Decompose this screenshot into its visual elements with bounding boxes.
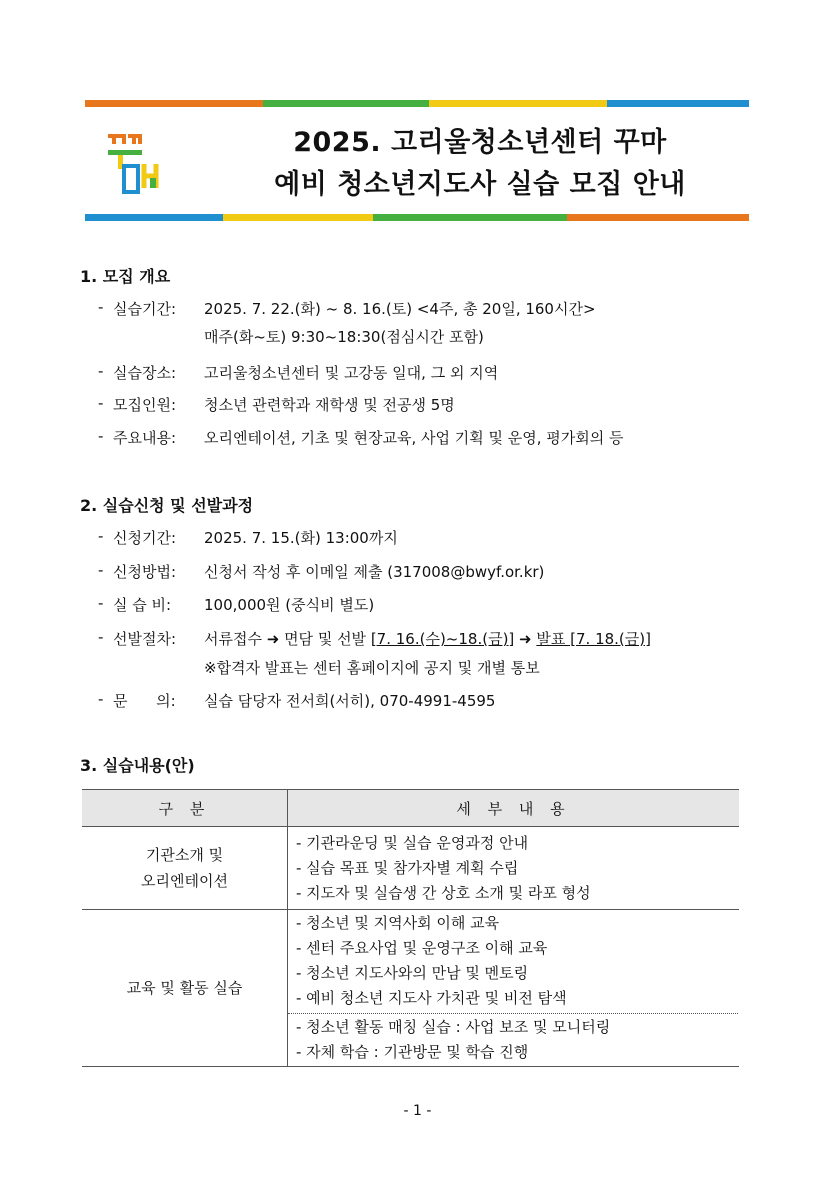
page-number: - 1 - [403,1103,432,1119]
kkuma-logo [104,128,164,196]
s2-label-method: 신청방법: [113,563,177,581]
table-header-category: 구 분 [82,790,288,827]
header-color-bar-bottom [85,214,749,221]
table-cell-category: 교육 및 활동 실습 [82,910,288,1067]
list-item: - 자체 학습 : 기관방문 및 학습 진행 [296,1043,529,1061]
table-header-row [82,790,739,827]
table-header-details: 세 부 내 용 [288,790,740,827]
s2-value-period: 2025. 7. 15.(화) 13:00까지 [204,529,398,547]
selection-step-a: 서류접수 ➜ 면담 및 선발 [204,630,371,648]
s2-value-method: 신청서 작성 후 이메일 제출 (317008@bwyf.or.kr) [204,563,545,581]
list-item: - 지도자 및 실습생 간 상호 소개 및 라포 형성 [296,883,591,902]
s1-value-period-2: 매주(화~토) 9:30~18:30(점심시간 포함) [204,328,484,346]
table-row [82,827,739,910]
s1-value-count: 청소년 관련학과 재학생 및 전공생 5명 [204,396,455,414]
list-item: - 센터 주요사업 및 운영구조 이해 교육 [296,939,548,957]
s2-label-selection: 선발절차: [113,630,177,648]
table-cell-details [288,910,740,1067]
list-item: - 청소년 및 지역사회 이해 교육 [296,914,500,932]
selection-announce-date: 발표 [7. 18.(금)] [536,630,651,648]
selection-interview-date: [7. 16.(수)~18.(금)] [370,630,515,648]
list-item: - 실습 목표 및 참가자별 계획 수립 [296,858,519,877]
header-color-bar-top [85,100,749,107]
list-item: - 청소년 지도사와의 만남 및 멘토링 [296,964,529,982]
list-item: - 예비 청소년 지도사 가치관 및 비전 탐색 [296,989,567,1007]
page-title-line1: 2025. 고리울청소년센터 꾸마 [293,127,667,158]
s1-label-count: 모집인원: [113,396,177,414]
s1-label-content: 주요내용: [113,429,177,447]
selection-arrow: ➜ [514,630,537,648]
practice-content-table [82,789,739,1067]
section3-heading: 3. 실습내용(안) [80,756,195,775]
s2-label-fee: 실 습 비: [113,596,172,614]
list-item: - 기관라운딩 및 실습 운영과정 안내 [296,833,529,852]
table-cell-details [288,827,740,910]
s2-label-contact: 문 의: [113,692,176,710]
s2-label-period: 신청기간: [113,529,177,547]
s2-value-fee: 100,000원 (중식비 별도) [204,596,375,614]
table-row [82,910,739,1067]
section1-heading: 1. 모집 개요 [80,267,171,286]
s2-selection-note: ※합격자 발표는 센터 홈페이지에 공지 및 개별 통보 [204,659,540,677]
page-title-line2: 예비 청소년지도사 실습 모집 안내 [274,169,686,200]
s1-value-place: 고리울청소년센터 및 고강동 일대, 그 외 지역 [204,364,499,382]
s1-value-content: 오리엔테이션, 기초 및 현장교육, 사업 기획 및 운영, 평가회의 등 [204,429,624,447]
s1-value-period: 2025. 7. 22.(화) ~ 8. 16.(토) <4주, 총 20일, 160시간> [204,300,596,318]
section2-heading: 2. 실습신청 및 선발과정 [80,496,254,515]
table-cell-category: 기관소개 및 오리엔테이션 [82,827,288,910]
s2-value-selection [204,628,651,649]
s1-label-place: 실습장소: [113,364,177,382]
s1-label-period: 실습기간: [113,300,177,318]
s2-value-contact: 실습 담당자 전서희(서히), 070-4991-4595 [204,692,496,710]
list-item: - 청소년 활동 매칭 실습 : 사업 보조 및 모니터링 [296,1018,611,1036]
